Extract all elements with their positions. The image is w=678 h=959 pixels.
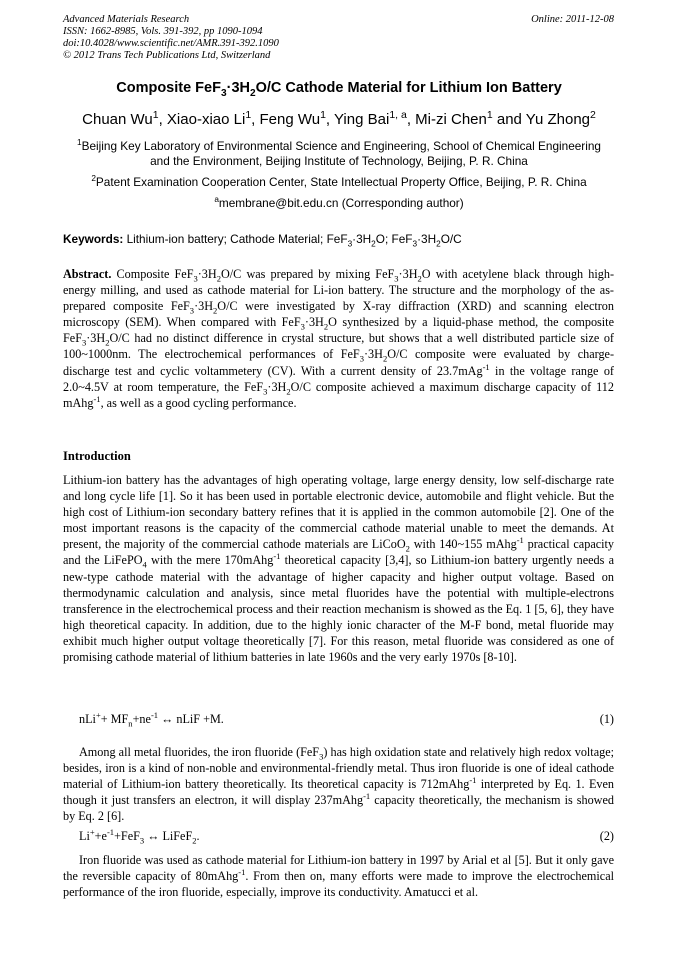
affiliation-2: $^2$Patent Examination Cooperation Center, State Intellectual Property Office, Beijing, P. R. China: [91, 174, 587, 189]
equation-2-number: (2): [599, 829, 614, 843]
issn-line: ISSN: 1662-8985, Vols. 391-392, pp 1090-1094: [63, 26, 263, 37]
journal-name: Advanced Materials Research: [63, 14, 190, 25]
paper-title: Composite $FeF_3\cdot 3H_2O/C$ Cathode Material for Lithium Ion Battery: [116, 80, 562, 99]
equation-1-number: (1): [599, 712, 614, 726]
affiliation-1: $^1$Beijing Key Laboratory of Environmental Science and Engineering, School of Chemical Engineering and the Environment, Beijing Institute of Technology, Beijing, P. R. China: [77, 138, 601, 168]
online-date: Online: 2011-12-08: [531, 14, 614, 25]
corresponding-email: $^a$membrane@bit.edu.cn (Corresponding author): [214, 195, 464, 210]
abstract-paragraph: Abstract. Composite $FeF_3\cdot 3H_2O/C$ was prepared by mixing $FeF_3\cdot 3H_2O$ with acetylene black through high-energy milling, and used as cathode material for Li-ion battery. The structure and the morphology of the as-prepared composite $FeF_3\cdot 3H_2O/C$ were investigated by X-ray diffraction (XRD) and scanning electron microscopy (SEM). When compared with $FeF_3\cdot 3H_2O$ synthesized by a liquid-phase method, the composite $FeF_3\cdot 3H_2O/C$ had no distinct difference in crystal structure, but shows that a well distributed particle size of 100~1000nm. The electrochemical performances of $FeF_3\cdot 3H_2O/C$ composite were evaluated by charge-discharge test and cyclic voltammetery (CV). With a current density of 23.7mAg$^{-1}$ in the voltage range of 2.0~4.5V at room temperature, the $FeF_3\cdot 3H_2O/C$ composite achieved a maximum discharge capacity of 112 mAhg$^{-1}$, as well as a good cycling performance.: [63, 267, 615, 410]
journal-metadata: [63, 14, 279, 62]
equation-2: $Li^++e^{-1}+FeF_3$ ↔ LiFeF$_2$. (2): [79, 826, 614, 846]
keywords-line: Keywords: Lithium-ion battery; Cathode Material; $FeF_3\cdot 3H_2O$; $FeF_3\cdot 3H_2O/C$: [63, 232, 462, 249]
author-list: Chuan Wu$^1$, Xiao-xiao Li$^1$, Feng Wu$^1$, Ying Bai$^{1, a}$, Mi-zi Chen$^1$ and Yu Zhong$^2$: [82, 109, 596, 128]
introduction-heading: Introduction: [63, 449, 131, 463]
intro-paragraph-3: Iron fluoride was used as cathode material for Lithium-ion battery in 1997 by Arial et al [5]. But it only gave the reversible capacity of 80mAhg$^{-1}$. From then on, many efforts were made to improve the electrochemical performance of the iron fluoride, especially, improve its conductivity. Amatucci et al.: [63, 853, 614, 900]
intro-paragraph-2: Among all metal fluorides, the iron fluoride (FeF$_3$) has high oxidation state and relatively high redox voltage; besides, iron is a kind of non-noble and environmental-friendly metal. Thus iron fluoride is one of ideal cathode material of Lithium-ion battery theoretically. Its theoretical capacity is 712mAhg$^{-1}$ interpreted by Eq. 1. Even though it just transfers an electron, it will display 237mAhg$^{-1}$ capacity theoretically, the mechanism is showed by Eq. 2 [6].: [63, 745, 614, 824]
equation-1: $nLi^++ MF_n+ne^{-1}$ ↔ nLiF +M. (1): [79, 709, 614, 729]
copyright-line: © 2012 Trans Tech Publications Ltd, Switzerland: [63, 50, 271, 61]
intro-paragraph-1: Lithium-ion battery has the advantages of high operating voltage, large energy density, low self-discharge rate and long cycle life [1]. So it has been used in portable electronic device, automobile and flight vehicle. But the high cost of Lithium-ion secondary battery refines that it is applied in the common automobile [2]. One of the most important reasons is the capacity of the commercial cathode material unable to meet the demands. At present, the majority of the commercial cathode materials are LiCoO$_2$ with 140~155 mAhg$^{-1}$ practical capacity and the LiFePO$_4$ with the mere 170mAhg$^{-1}$ theoretical capacity [3,4], so Lithium-ion battery urgently needs a new-type cathode material with the advantage of higher capacity and higher output voltage. Based on thermodynamic calculation and analysis, since metal fluorides have the potential with multiple-electrons transference in the electrochemical process and their reaction mechanism is showed as the Eq. 1 [5, 6], they have high theoretical capacity. In addition, due to the highly ionic character of the M-F bond, metal fluoride may exhibit much higher output voltage theoretically [7]. For this reason, metal fluoride was considered as one of promising cathode material of lithium batteries in late 1960s and the very early 1970s [8-10].: [63, 473, 614, 665]
doi-line: doi:10.4028/www.scientific.net/AMR.391-392.1090: [63, 38, 279, 49]
